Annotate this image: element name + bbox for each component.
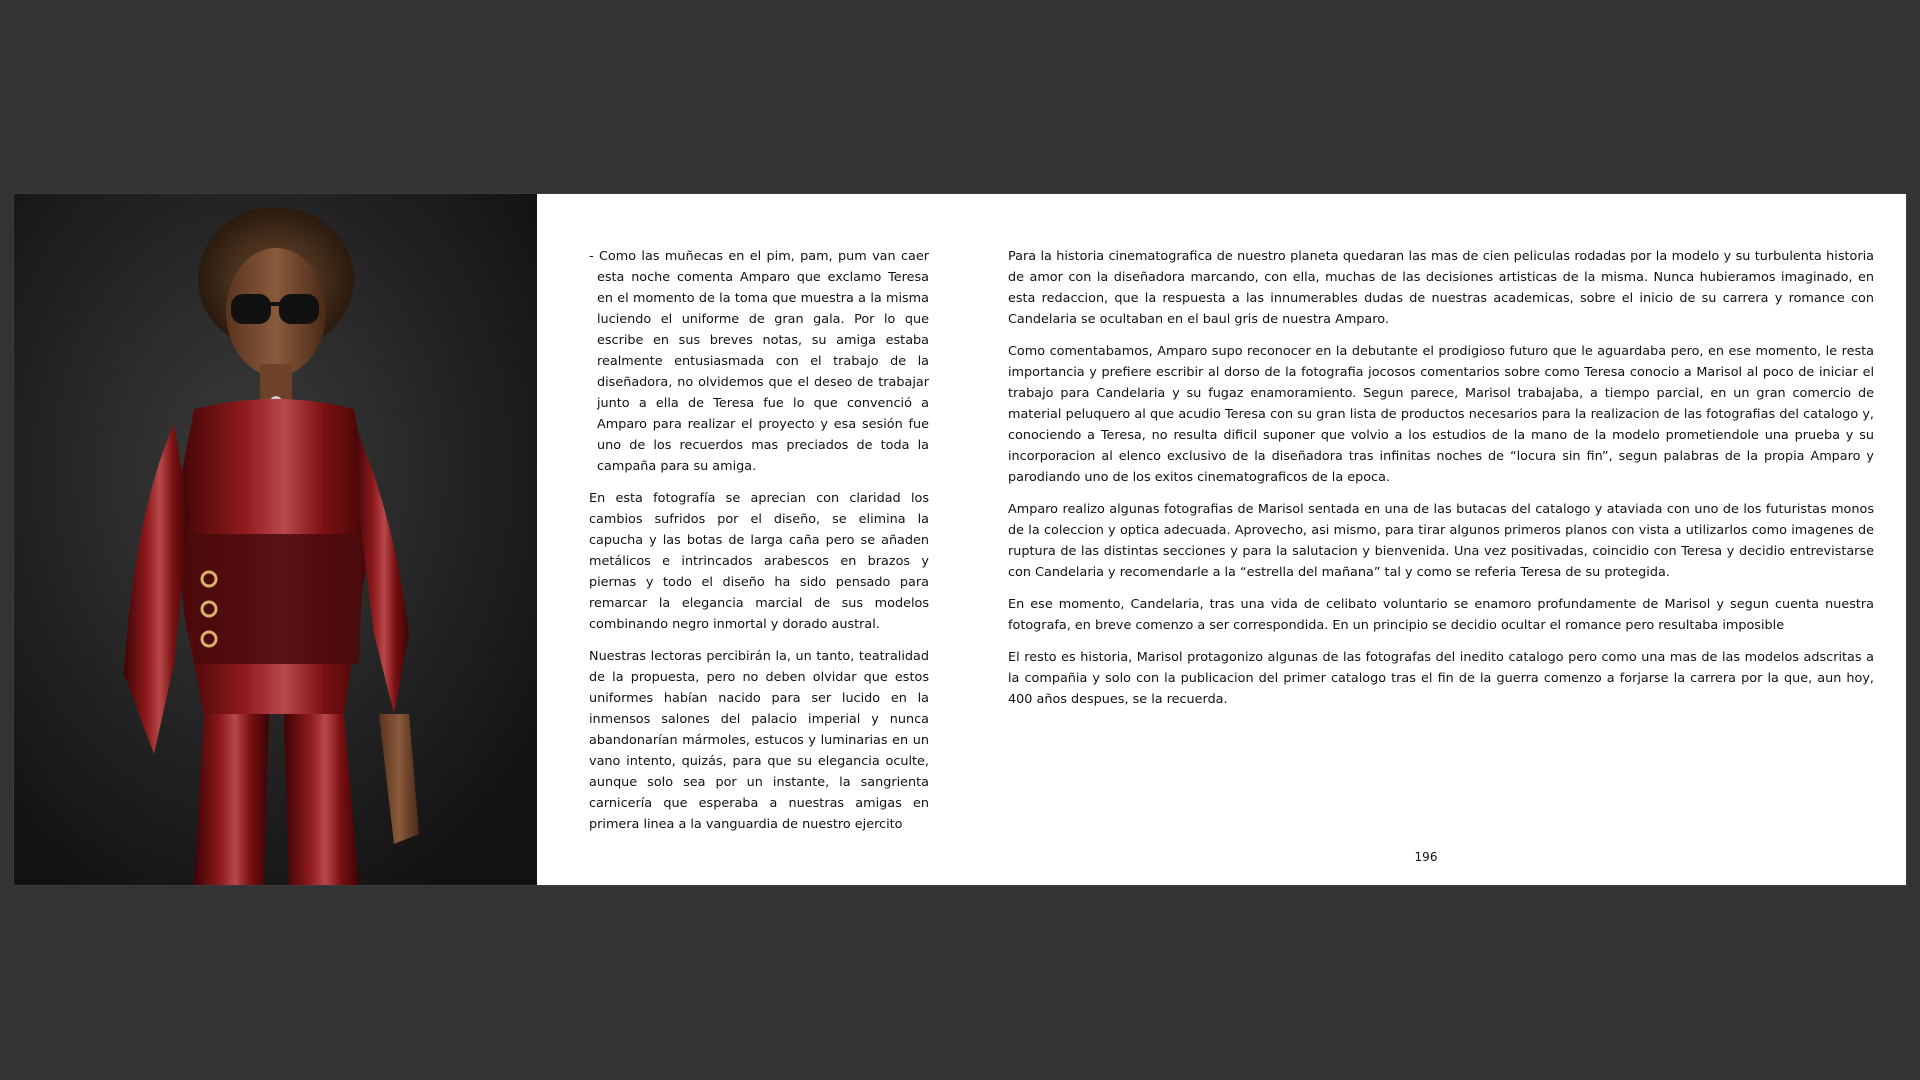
paragraph: Amparo realizo algunas fotografias de Marisol sentada en una de las butacas del catalogo y ataviada con uno de los futuristas monos de la coleccion y optica adecuada. Aprovecho, asi mismo, para tirar algunos primeros planos con vista a utilizarlos como imagenes de ruptura de las distintas secciones y para la salutacion y bienvenida. Una vez positivadas, coincidio con Teresa y decidio entrevistarse con Candelaria y recomendarle a la “estrella del mañana” tal y como se referia Teresa de su protegida. <box>1008 502 1874 580</box>
left-text-column <box>589 246 929 846</box>
book-spread <box>14 194 1906 885</box>
right-text-column <box>1008 246 1874 721</box>
paragraph: Como comentabamos, Amparo supo reconocer en la debutante el prodigioso futuro que le aguardaba pero, en ese momento, le resta importancia y prefiere escribir al dorso de la fotografia jocosos comentarios sobre como Teresa conocio a Marisol al poco de iniciar el trabajo para Candelaria y su fugaz enamoramiento. Segun parece, Marisol trabajaba, a tiempo parcial, en un gran comercio de material peluquero al que acudio Teresa con su gran lista de productos necesarios para la realizacion de las fotografias del catalogo y, conociendo a Teresa, no resulta dificil suponer que volvio a los estudios de la mano de la modelo prometiendole una prueba y su incorporacion al elenco exclusivo de la diseñadora tras infinitas noches de “locura sin fin”, segun palabras de la propia Amparo y parodiando uno de los exitos cinematograficos de la epoca. <box>1008 344 1874 485</box>
paragraph: Para la historia cinematografica de nuestro planeta quedaran las mas de cien peliculas rodadas por la modelo y su turbulenta historia de amor con la diseñadora marcando, con ella, muchas de las decisiones artisticas de la misma. Nunca hubieramos imaginado, en esta redaccion, que la respuesta a las innumerables dudas de nuestras academicas, sobre el inicio de su carrera y romance con Candelaria se ocultaban en el baul gris de nuestra Amparo. <box>1008 249 1874 327</box>
paragraph: En esta fotografía se aprecian con claridad los cambios sufridos por el diseño, se elimina la capucha y las botas de larga caña pero se añaden metálicos e intrincados arabescos en brazos y piernas y todo el diseño ha sido pensado para remarcar la elegancia marcial de sus modelos combinando negro inmortal y dorado austral. <box>589 491 929 632</box>
photo-illustration <box>14 194 537 885</box>
page-number: 196 <box>1414 850 1438 864</box>
paragraph: - Como las muñecas en el pim, pam, pum van caer esta noche comenta Amparo que exclamo Teresa en el momento de la toma que muestra a la misma luciendo el uniforme de gran gala. Por lo que escribe en sus breves notas, su amiga estaba realmente entusiasmada con el trabajo de la diseñadora, no olvidemos que el deseo de trabajar junto a ella de Teresa fue lo que convenció a Amparo para realizar el proyecto y esa sesión fue uno de los recuerdos mas preciados de toda la campaña para su amiga. <box>589 249 929 474</box>
paragraph: En ese momento, Candelaria, tras una vida de celibato voluntario se enamoro profundamente de Marisol y segun cuenta nuestra fotografa, en breve comenzo a ser correspondida. En un principio se decidio ocultar el romance pero resultaba imposible <box>1008 597 1874 633</box>
figure-illustration-icon <box>14 194 537 885</box>
paragraph: El resto es historia, Marisol protagonizo algunas de las fotografas del inedito catalogo pero como una mas de las modelos adscritas a la compañia y solo con la publicacion del primer catalogo tras el fin de la guerra comenzo a forjarse la carrera por la que, aun hoy, 400 años despues, se la recuerda. <box>1008 650 1874 707</box>
paragraph: Nuestras lectoras percibirán la, un tanto, teatralidad de la propuesta, pero no deben olvidar que estos uniformes habían nacido para ser lucido en la inmensos salones del palacio imperial y nunca abandonarían mármoles, estucos y luminarias en un vano intento, quizás, para que su elegancia oculte, aunque solo sea por un instante, la sangrienta carnicería que esperaba a nuestras amigas en primera linea a la vanguardia de nuestro ejercito <box>589 649 929 832</box>
